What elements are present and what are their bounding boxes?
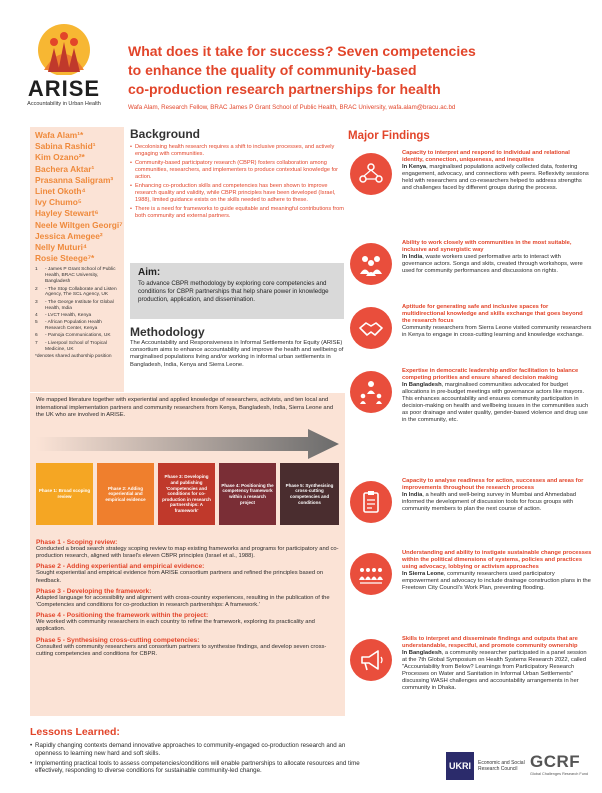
methodology-text: The Accountability and Responsiveness in Informal Settlements for Equity (ARISE) consortium aims to enhance accountability and improve the health and wellbeing of marginalised populations living and/or working in informal urban settlements in Bangladesh, India, Kenya and Sierra Leone. — [130, 340, 344, 368]
presenter-info: Wafa Alam, Research Fellow, BRAC James P Grant School of Public Health, BRAC University, wafa.alam@bracu.ac.bd — [128, 104, 456, 111]
phase-box — [280, 463, 339, 525]
author-name: Jessica Amegee² — [35, 230, 103, 241]
finding-title: Aptitude for generating safe and inclusive spaces for multidirectional knowledge and skills exchange that goes beyond the research focus — [402, 304, 583, 324]
phase-detail-heading: Phase 4 - Positioning the framework within the project: — [36, 612, 209, 620]
finding-description: , marginalised communities advocated for budget allocations in pre-budget meetings with governance actors like mayors. This enhances accountability and ensures community participation in decision-making on health and wellbeing issues in the communities such as poor drainage and water quality, gender-based violence and drug use in the community, etc. — [402, 382, 589, 424]
affiliation-text: - The George Institute for Global Health, India — [45, 299, 114, 311]
lesson-item: • Implementing practical tools to assess competencies/conditions will enable partnerships to allocate resources and time effectively, responding to diverse conditions for sustainable community-led change. — [30, 760, 360, 776]
finding-title: Expertise in democratic leadership and/or facilitation to balance competing priorities and ensure shared decision making — [402, 368, 579, 381]
author-name: Rosie Steege⁷* — [35, 253, 95, 264]
author-name: Neele Wiltgen Georgi⁷ — [35, 219, 123, 230]
group-icon — [350, 243, 392, 285]
affiliation-list — [35, 267, 119, 359]
finding-text — [402, 164, 592, 192]
background-heading: Background — [130, 127, 201, 141]
phase-box — [219, 463, 276, 525]
leadership-icon — [350, 371, 392, 413]
background-section — [130, 127, 345, 223]
phase-detail-text: Sought experiential and empirical evidence from ARISE consortium partners and refined the principles based on feedback. — [36, 570, 324, 584]
finding-text — [402, 325, 592, 339]
finding-body — [402, 150, 592, 192]
affiliation-number: 7 — [35, 340, 38, 346]
phase-row — [36, 463, 339, 525]
logo-tagline: Accountability in Urban Health — [27, 101, 101, 107]
finding-country: In Bangladesh — [402, 382, 442, 388]
author-name: Linet Okoth⁴ — [35, 186, 86, 197]
finding-body — [402, 304, 592, 339]
affiliation-number: 5 — [35, 320, 38, 326]
affiliation-text: - Liverpool School of Tropical Medicine, UK — [45, 340, 107, 352]
author-panel — [30, 127, 124, 392]
ukri-esrc-logo — [446, 752, 528, 780]
author-name: Prasanna Saligram³ — [35, 174, 114, 185]
finding-title: Ability to work closely with communities in the most suitable, inclusive and synergistic way — [402, 240, 572, 253]
aim-heading: Aim: — [138, 267, 161, 278]
finding-text — [402, 492, 592, 513]
phase-details — [36, 536, 339, 658]
affiliation-number: 4 — [35, 312, 38, 318]
author-name: Kim Ozano²* — [35, 152, 85, 163]
author-name: Sabina Rashid¹ — [35, 141, 96, 152]
affiliation-text: - James P Grant School of Public Health, BRAC University, Bangladesh — [45, 267, 116, 285]
affiliation-number: 1 — [35, 267, 38, 273]
finding-text — [402, 382, 592, 425]
gcrf-mark: GCRF — [530, 752, 581, 771]
logo-wordmark: ARISE — [27, 76, 101, 101]
phase-label: Phase 2: Adding experiential and empirical evidence — [105, 485, 146, 502]
ukri-mark: UKRI — [446, 752, 474, 780]
affiliation-text: - Pamoja Communications, UK — [45, 333, 111, 339]
phase-detail-heading: Phase 3 - Developing the framework: — [36, 587, 152, 595]
affiliation-item — [35, 333, 119, 339]
affiliation-item — [35, 267, 119, 285]
author-name: Hayley Stewart⁶ — [35, 208, 99, 219]
finding-description: , waste workers used performative arts to interact with governance actors. Songs and skits, created through workshops, were used for community performances and discussions on rights. — [402, 254, 583, 275]
background-list — [130, 144, 345, 220]
phase-box — [158, 463, 215, 525]
finding-country: In India — [402, 492, 423, 498]
gcrf-name: Global Challenges Research Fund — [530, 772, 589, 776]
process-panel — [30, 393, 345, 716]
arise-logo — [12, 20, 116, 110]
affiliation-number: 3 — [35, 299, 38, 305]
methodology-heading: Methodology — [130, 325, 205, 339]
process-arrow-icon — [36, 429, 339, 459]
finding-text — [402, 650, 592, 693]
affiliation-text: - LVCT Health, Kenya — [45, 312, 92, 318]
finding-description: , marginalised populations actively collected data, fostering engagement, advocacy, and connections with peers. Reflexivity sessions held with researchers and co-researchers helped to address strengths and challenges faced by different groups during the process. — [402, 164, 589, 192]
finding-body — [402, 368, 592, 425]
poster-title — [128, 42, 588, 99]
affiliation-text: - The Stop Collaborate and Listen Agency, The SCL Agency, UK — [45, 286, 117, 298]
background-item: • Enhancing co-production skills and competencies has been shown to improve research quality and validity, while CBPR principles have been developed (Israel, 1988), limited guidance exists on the skills needed to adhere to these. — [130, 183, 345, 204]
lesson-item: • Rapidly changing contexts demand innovative approaches to community-engaged co-production research and an openness to learning new hard and soft skills. — [30, 742, 360, 758]
author-name: Ivy Chumo⁵ — [35, 197, 82, 208]
background-item: • Decolonising health research requires a shift to inclusive processes, and actively engaging with communities. — [130, 144, 345, 158]
phase-detail-heading: Phase 5 - Synthesising cross-cutting competencies: — [36, 636, 200, 644]
affiliation-text: - African Population Health Research Center, Kenya — [45, 320, 102, 332]
handshake-icon — [350, 307, 392, 349]
phase-detail-heading: Phase 1 - Scoping review: — [36, 539, 118, 546]
phase-box — [36, 463, 93, 525]
phase-detail-text: Conducted a broad search strategy scoping review to map existing frameworks and programs for participatory and co-production research, aligned with Israel's eleven CBPR principles (Israel et al., 1988). — [36, 546, 339, 560]
finding-country: In Bangladesh — [402, 650, 442, 656]
finding-body — [402, 478, 592, 513]
author-name: Wafa Alam¹* — [35, 130, 84, 140]
phase-label: Phase 4: Positioning the competency framework within a research project — [221, 482, 274, 505]
author-name: Nelly Muturi⁴ — [35, 242, 88, 253]
title-line: What does it take for success? Seven competencies — [128, 43, 476, 59]
background-item: • There is a need for frameworks to guide equitable and meaningful contributions from both community and external partners. — [130, 206, 345, 220]
clipboard-icon — [350, 481, 392, 523]
finding-description: , community researchers used participatory empowerment and advocacy to include drainage construction plans in the Freetown City Council's Work Plan, preventing flooding. — [402, 571, 591, 592]
finding-text — [402, 254, 592, 275]
affiliation-number: 2 — [35, 286, 38, 292]
community-icon — [350, 553, 392, 595]
phase-label: Phase 3: Developing and publishing 'Competencies and conditions for co-production in research partnerships: A framework' — [162, 474, 211, 513]
phase-detail-heading: Phase 2 - Adding experiential and empirical evidence: — [36, 563, 205, 571]
author-name: Bachera Aktar¹ — [35, 163, 95, 174]
affiliation-item — [35, 300, 119, 312]
findings-heading: Major Findings — [348, 130, 430, 142]
arise-logo-figures-icon — [34, 20, 94, 75]
finding-description: Community researchers from Sierra Leone visited community researchers in Kenya to engage in cross-cutting learning and knowledge exchange. — [402, 325, 592, 339]
affiliation-item — [35, 313, 119, 319]
affiliation-number: 6 — [35, 333, 38, 339]
phase-label: Phase 1: Broad scoping review — [38, 488, 91, 499]
finding-text — [402, 571, 592, 592]
phase-box — [97, 463, 154, 525]
finding-title: Understanding and ability to instigate sustainable change processes within the political dimensions of systems, policies and practices using advocacy, lobbying or activism approaches — [402, 550, 592, 570]
finding-title: Capacity to analyse readiness for action, successes and areas for improvements throughout the research process — [402, 478, 584, 491]
phase-detail-text: Adapted language for accessibility and alignment with cross-country experiences, resulting in the publication of the 'Competencies and conditions for co-production in research partnerships: A framework.' — [36, 594, 330, 609]
megaphone-icon — [350, 639, 392, 681]
esrc-name: Economic and Social Research Council — [478, 760, 525, 772]
affiliation-item — [35, 320, 119, 332]
finding-body — [402, 636, 592, 693]
affiliation-item — [35, 341, 119, 353]
lessons-heading: Lessons Learned: — [30, 726, 120, 738]
phase-detail-text: Consulted with community researchers and consortium partners to synthesise findings, and develop seven cross-cutting competencies and conditions for CBPR. — [36, 643, 327, 657]
affiliation-note: *denotes shared authorship position — [35, 353, 112, 359]
finding-description: , a health and well-being survey in Mumbai and Ahmedabad informed the development of discussion tools for focus groups with community members to plan the next course of action. — [402, 492, 577, 513]
methodology-section — [130, 325, 345, 369]
finding-title: Skills to interpret and disseminate findings and outputs that are understandable, respectful, and promote community ownership — [402, 636, 578, 649]
aim-text: To advance CBPR methodology by exploring core competencies and conditions for CBPR partnerships that help share power in knowledge production, application, and dissemination. — [138, 280, 329, 303]
finding-title: Capacity to interpret and respond to individual and relational identity, connection, uniqueness, and inequities — [402, 150, 570, 163]
finding-country: In Sierra Leone — [402, 571, 444, 577]
title-line: to enhance the quality of community-based — [128, 62, 417, 78]
aim-box — [130, 263, 344, 319]
title-line: co-production research partnerships for health — [128, 81, 441, 97]
finding-body — [402, 240, 592, 275]
affiliation-item — [35, 287, 119, 299]
finding-country: In Kenya — [402, 164, 427, 170]
process-intro: We mapped literature together with experiential and applied knowledge of researchers, activists, and ten local and international implementation partners and community researchers from Kenya, Bangladesh, India, Sierra Leone and the UK who are involved in ARISE. — [36, 397, 334, 418]
background-item: • Community-based participatory research (CBPR) fosters collaboration among communities, researchers, and implementers to produce contextual knowledge for action. — [130, 160, 345, 181]
finding-body — [402, 550, 592, 592]
phase-detail-text: We worked with community researchers in each country to refine the framework, exploring its practicality and application. — [36, 619, 315, 633]
lessons-list — [30, 742, 360, 775]
finding-country: In India — [402, 254, 423, 260]
gcrf-logo — [530, 752, 592, 776]
lessons-section — [30, 726, 360, 777]
people-network-icon — [350, 153, 392, 195]
author-list — [35, 130, 123, 264]
finding-description: , a community researcher participated in a panel session at the 7th Global Symposium on Health Systems Research 2022, called "Accountability from Below? Learnings from Participatory Research Processes on Water and Sanitation in Informal Urban Settlements" discussing WASH challenges and accountability arrangements in her community in Dhaka. — [402, 650, 587, 692]
phase-label: Phase 5: Synthesising cross-cutting competencies and conditions — [285, 482, 334, 505]
